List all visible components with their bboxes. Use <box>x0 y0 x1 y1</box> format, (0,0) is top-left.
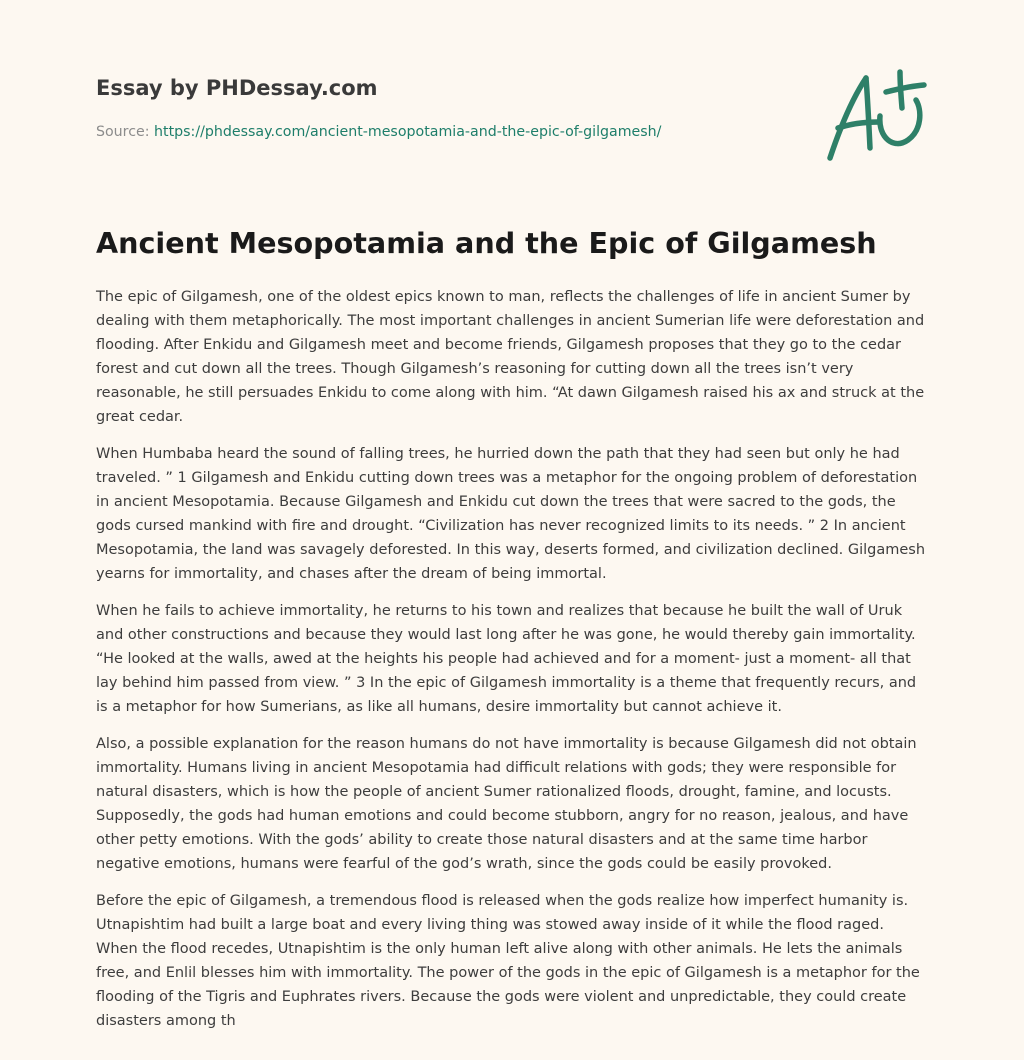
logo-a-right-stroke <box>866 78 870 148</box>
essay-paragraph: Also, a possible explanation for the reason humans do not have immortality is because Gilgamesh did not obtain immortality. Humans living in ancient Mesopotamia had difficult relations with gods; they were responsible for natural disasters, which is how the people of ancient Sumer rationalized floods, drought, famine, and locusts. Supposedly, the gods had human emotions and could become stubborn, angry for no reason, jealous, and have other petty emotions. With the gods’ ability to create those natural disasters and at the same time harbor negative emotions, humans were fearful of the god’s wrath, since the gods could be easily provoked. <box>96 736 917 872</box>
source-label: Source: <box>96 124 150 140</box>
a-plus-logo-icon <box>818 64 930 168</box>
source-link[interactable]: https://phdessay.com/ancient-mesopotamia-and-the-epic-of-gilgamesh/ <box>154 124 662 140</box>
page-header <box>0 0 1024 200</box>
essay-paragraph: When Humbaba heard the sound of falling trees, he hurried down the path that they had seen but only he had traveled. ” 1 Gilgamesh and Enkidu cutting down trees was a metaphor for the ongoing problem of deforestation in ancient Mesopotamia. Because Gilgamesh and Enkidu cut down the trees that were sacred to the gods, the gods cursed mankind with fire and drought. “Civilization has never recognized limits to its needs. ” 2 In ancient Mesopotamia, the land was savagely deforested. In this way, deserts formed, and civilization declined. Gilgamesh yearns for immortality, and chases after the dream of being immortal. <box>96 446 926 582</box>
essay-body <box>96 285 928 1046</box>
essay-title: Ancient Mesopotamia and the Epic of Gilgamesh <box>96 226 877 260</box>
a-plus-logo <box>818 64 930 168</box>
logo-a-left-stroke <box>830 78 866 158</box>
site-title: Essay by PHDessay.com <box>96 76 378 100</box>
essay-paragraph: The epic of Gilgamesh, one of the oldest epics known to man, reflects the challenges of life in ancient Sumer by dealing with them metaphorically. The most important challenges in ancient Sumerian life were deforestation and flooding. After Enkidu and Gilgamesh meet and become friends, Gilgamesh proposes that they go to the cedar forest and cut down all the trees. Though Gilgamesh’s reasoning for cutting down all the trees isn’t very reasonable, he still persuades Enkidu to come along with him. “At dawn Gilgamesh raised his ax and struck at the great cedar. <box>96 289 925 425</box>
source-line <box>96 124 661 140</box>
logo-plus-horizontal <box>886 85 924 92</box>
essay-paragraph: When he fails to achieve immortality, he returns to his town and realizes that because he built the wall of Uruk and other constructions and because they would last long after he was gone, he would thereby gain immortality. “He looked at the walls, awed at the heights his people had achieved and for a moment- just a moment- all that lay behind him passed from view. ” 3 In the epic of Gilgamesh immortality is a theme that frequently recurs, and is a metaphor for how Sumerians, as like all humans, desire immortality but cannot achieve it. <box>96 603 917 715</box>
essay-paragraph: Before the epic of Gilgamesh, a tremendous flood is released when the gods realize how imperfect humanity is. Utnapishtim had built a large boat and every living thing was stowed away inside of it while the flood raged. When the flood recedes, Utnapishtim is the only human left alive along with other animals. He lets the animals free, and Enlil blesses him with immortality. The power of the gods in the epic of Gilgamesh is a metaphor for the flooding of the Tigris and Euphrates rivers. Because the gods were violent and unpredictable, they could create disasters among th <box>96 893 920 1029</box>
